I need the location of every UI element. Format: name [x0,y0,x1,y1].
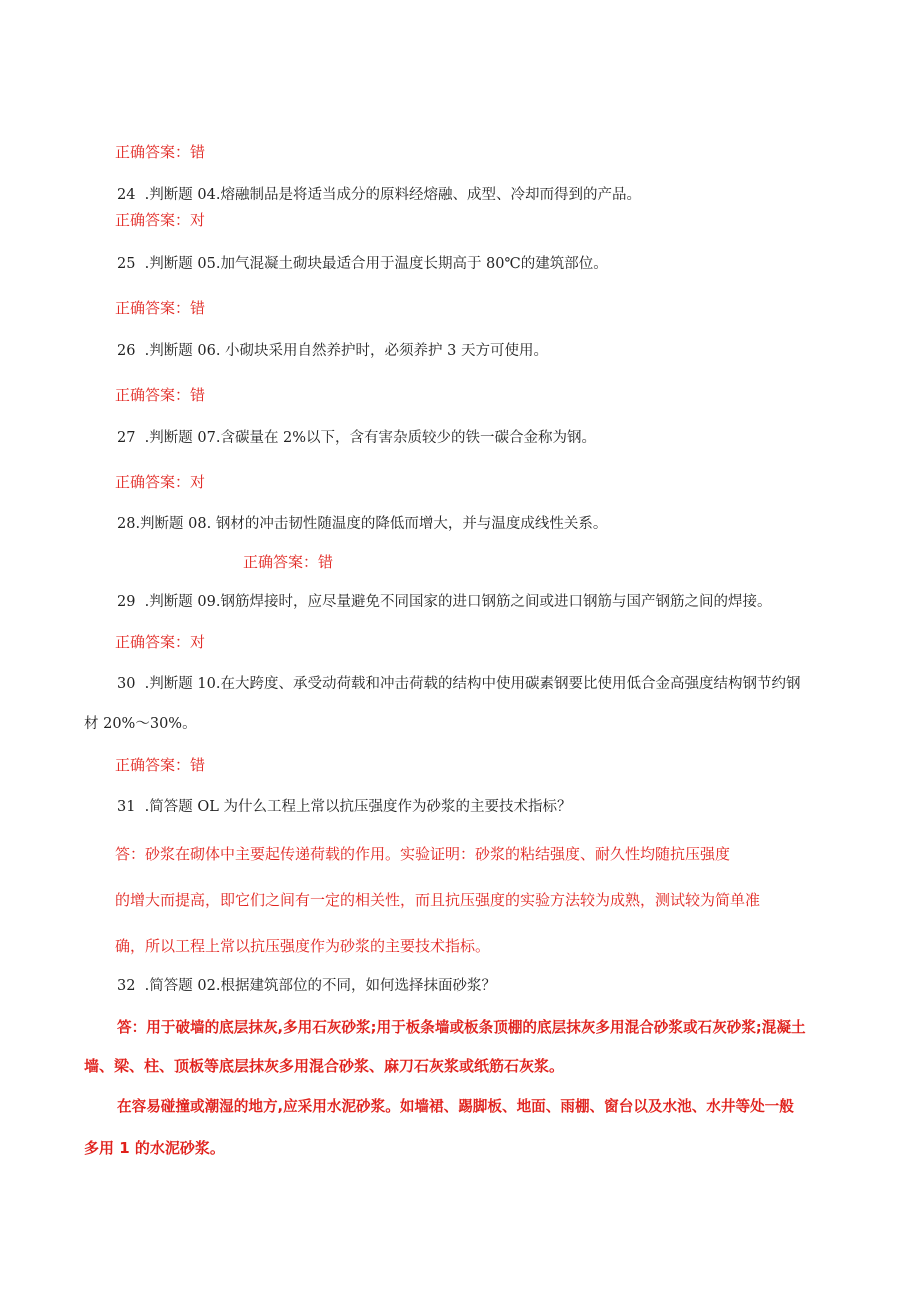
answer-31-line2: 的增大而提高，即它们之间有一定的相关性，而且抗压强度的实验方法较为成熟，测试较为简单准 [115,891,761,909]
answer-24: 正确答案：对 [115,211,206,229]
question-32: 32 .简答题 02.根据建筑部位的不同，如何选择抹面砂浆？ [117,978,496,994]
answer-31-line1: 答：砂浆在砌体中主要起传递荷载的作用。实验证明：砂浆的粘结强度、耐久性均随抗压强度 [115,845,731,863]
answer-30: 正确答案：错 [115,756,206,774]
question-28: 28.判断题 08. 钢材的冲击韧性随温度的降低而增大，并与温度成线性关系。 [117,516,608,532]
answer-28: 正确答案：错 [243,553,334,571]
question-25: 25 .判断题 05.加气混凝土砌块最适合用于温度长期高于 80℃的建筑部位。 [117,256,608,272]
answer-23: 正确答案：错 [115,143,206,161]
answer-32-line4: 多用 1 的水泥砂浆。 [84,1139,225,1157]
question-27: 27 .判断题 07.含碳量在 2%以下，含有害杂质较少的铁一碳合金称为钢。 [117,430,597,446]
answer-32-line2: 墙、梁、柱、顶板等底层抹灰多用混合砂浆、麻刀石灰浆或纸筋石灰浆。 [84,1057,565,1075]
answer-31-line3: 确，所以工程上常以抗压强度作为砂浆的主要技术指标。 [115,937,491,955]
answer-29: 正确答案：对 [115,633,206,651]
question-24: 24 .判断题 04.熔融制品是将适当成分的原料经熔融、成型、冷却而得到的产品。 [117,187,641,203]
question-26: 26 .判断题 06. 小砌块采用自然养护时，必须养护 3 天方可使用。 [117,343,548,359]
question-31: 31 .简答题 OL 为什么工程上常以抗压强度作为砂浆的主要技术指标？ [117,799,572,815]
question-30-line2: 材 20%～30%。 [84,716,197,732]
answer-32-line1: 答：用于破墙的底层抹灰,多用石灰砂浆;用于板条墙或板条顶棚的底层抹灰多用混合砂浆或石灰砂浆;混凝土 [117,1019,806,1036]
question-29: 29 .判断题 09.钢筋焊接时，应尽量避免不同国家的进口钢筋之间或进口钢筋与国产钢筋之间的焊接。 [117,594,772,610]
answer-25: 正确答案：错 [115,299,206,317]
question-30-line1: 30 .判断题 10.在大跨度、承受动荷载和冲击荷载的结构中使用碳素钢要比使用低合金高强度结构钢节约钢 [117,676,801,692]
answer-32-line3: 在容易碰撞或潮湿的地方,应采用水泥砂浆。如墙裙、踢脚板、地面、雨棚、窗台以及水池、水井等处一般 [117,1098,794,1115]
answer-26: 正确答案：错 [115,386,206,404]
answer-27: 正确答案：对 [115,473,206,491]
